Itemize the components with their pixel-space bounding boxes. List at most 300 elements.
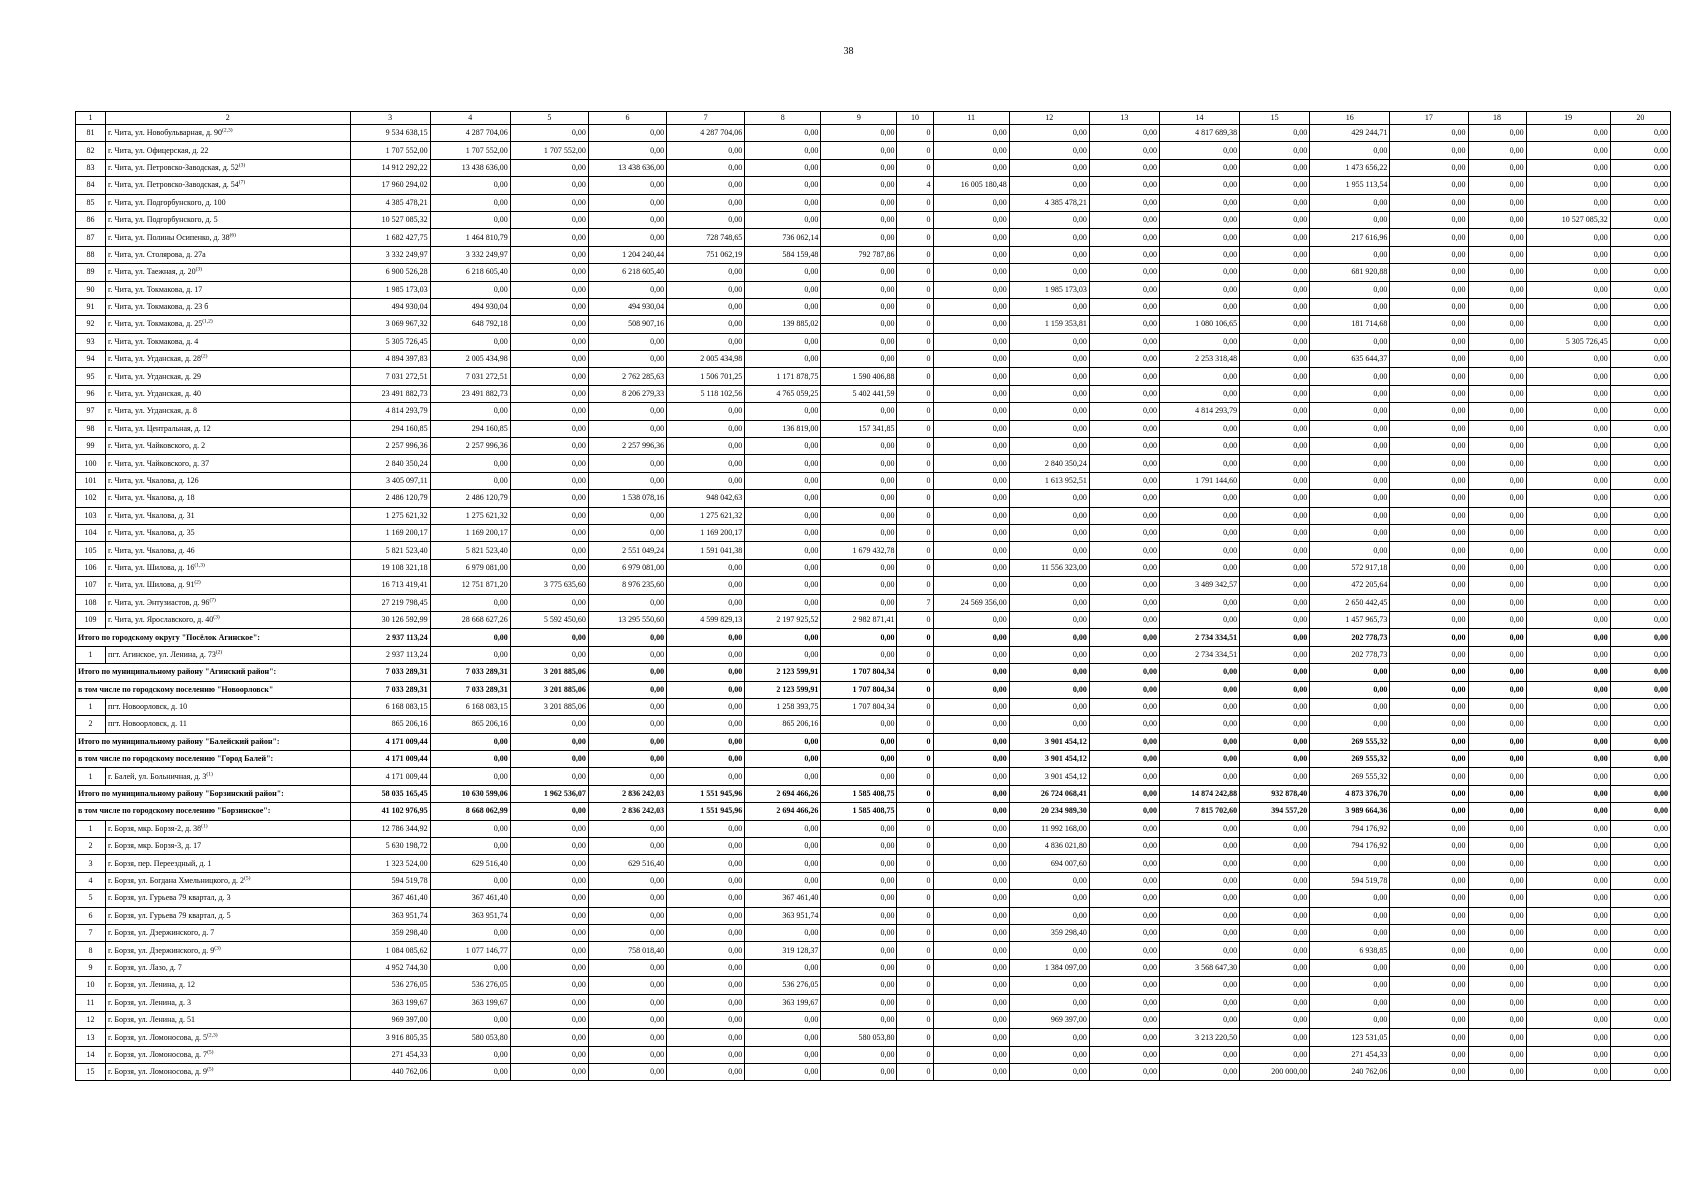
value-cell: 0,00: [1089, 994, 1159, 1011]
value-cell: 0,00: [588, 890, 666, 907]
value-cell: 0,00: [821, 438, 897, 455]
table-row: [76, 1064, 1671, 1081]
value-cell: 580 053,80: [821, 1029, 897, 1046]
value-cell: 0,00: [1468, 1046, 1526, 1063]
value-cell: 1 077 146,77: [430, 942, 510, 959]
value-cell: 0,00: [1159, 855, 1239, 872]
value-cell: 1 707 552,00: [430, 142, 510, 159]
value-cell: 0,00: [745, 1064, 821, 1081]
value-cell: 0: [897, 316, 933, 333]
value-cell: 0,00: [1390, 890, 1468, 907]
value-cell: 0,00: [1526, 733, 1610, 750]
value-cell: 0,00: [430, 629, 510, 646]
table-row: [76, 611, 1671, 628]
value-cell: 0,00: [1089, 229, 1159, 246]
value-cell: 363 951,74: [745, 907, 821, 924]
value-cell: 0,00: [588, 733, 666, 750]
value-cell: 0,00: [1390, 768, 1468, 785]
address-cell: [106, 959, 350, 976]
value-cell: 0,00: [1390, 751, 1468, 768]
value-cell: 0,00: [1310, 281, 1390, 298]
value-cell: 0,00: [510, 385, 588, 402]
value-cell: 0,00: [1089, 490, 1159, 507]
value-cell: 0,00: [1390, 368, 1468, 385]
table-row: [76, 559, 1671, 576]
value-cell: 0,00: [933, 159, 1009, 176]
value-cell: 0,00: [1089, 1029, 1159, 1046]
value-cell: 0,00: [1390, 611, 1468, 628]
value-cell: 0,00: [1526, 229, 1610, 246]
value-cell: 1 985 173,03: [350, 281, 430, 298]
value-cell: 0,00: [430, 733, 510, 750]
value-cell: 0,00: [1610, 246, 1670, 263]
value-cell: 2 257 996,36: [588, 438, 666, 455]
value-cell: 0: [897, 1011, 933, 1028]
value-cell: 0,00: [1526, 264, 1610, 281]
value-cell: 0,00: [745, 838, 821, 855]
value-cell: 0,00: [588, 194, 666, 211]
value-cell: 0,00: [1610, 403, 1670, 420]
row-number: 4: [76, 872, 106, 889]
address-cell: [106, 855, 350, 872]
value-cell: 0,00: [1009, 977, 1089, 994]
value-cell: 0,00: [510, 751, 588, 768]
value-cell: 2 734 334,51: [1159, 629, 1239, 646]
value-cell: 1 590 406,88: [821, 368, 897, 385]
value-cell: 6 900 526,28: [350, 264, 430, 281]
value-cell: 865 206,16: [430, 716, 510, 733]
table-row: [76, 472, 1671, 489]
value-cell: 0,00: [1009, 524, 1089, 541]
value-cell: 0,00: [1390, 1029, 1468, 1046]
address-cell: [106, 942, 350, 959]
value-cell: 0,00: [1089, 455, 1159, 472]
value-cell: 0,00: [510, 420, 588, 437]
value-cell: 19 108 321,18: [350, 559, 430, 576]
value-cell: 0,00: [1526, 994, 1610, 1011]
value-cell: 2 551 049,24: [588, 542, 666, 559]
value-cell: 14 874 242,88: [1159, 785, 1239, 802]
value-cell: 2 982 871,41: [821, 611, 897, 628]
value-cell: 0,00: [1468, 420, 1526, 437]
value-cell: 0,00: [1310, 438, 1390, 455]
value-cell: 0,00: [1390, 142, 1468, 159]
value-cell: 0: [897, 246, 933, 263]
value-cell: 1 275 621,32: [667, 507, 745, 524]
address-text: г. Чита, ул. Столярова, д. 27а: [108, 249, 206, 259]
value-cell: 0,00: [1089, 890, 1159, 907]
value-cell: 0,00: [1089, 125, 1159, 142]
value-cell: 0,00: [1159, 820, 1239, 837]
value-cell: 0,00: [1610, 490, 1670, 507]
value-cell: 0,00: [430, 959, 510, 976]
value-cell: 363 199,67: [430, 994, 510, 1011]
value-cell: 584 159,48: [745, 246, 821, 263]
row-number: 7: [76, 924, 106, 941]
value-cell: 0,00: [933, 403, 1009, 420]
value-cell: 0,00: [933, 907, 1009, 924]
address-cell: [106, 768, 350, 785]
table-row: [76, 403, 1671, 420]
value-cell: 0,00: [1089, 281, 1159, 298]
address-cell: [106, 229, 350, 246]
address-cell: [106, 1064, 350, 1081]
value-cell: 1 707 552,00: [510, 142, 588, 159]
value-cell: 0,00: [821, 820, 897, 837]
value-cell: 0,00: [510, 159, 588, 176]
value-cell: 0,00: [1310, 907, 1390, 924]
value-cell: 7 031 272,51: [350, 368, 430, 385]
value-cell: 0,00: [1390, 733, 1468, 750]
address-text: г. Чита, ул. Ярославского, д. 40: [108, 615, 214, 625]
value-cell: 0,00: [1390, 577, 1468, 594]
value-cell: 0,00: [821, 594, 897, 611]
value-cell: 0,00: [667, 942, 745, 959]
value-cell: 0,00: [588, 1011, 666, 1028]
value-cell: 0,00: [430, 838, 510, 855]
table-row: [76, 142, 1671, 159]
value-cell: 7 033 289,31: [350, 681, 430, 698]
value-cell: 0,00: [1089, 733, 1159, 750]
value-cell: 0,00: [1526, 611, 1610, 628]
value-cell: 0,00: [1390, 907, 1468, 924]
value-cell: 0,00: [1468, 820, 1526, 837]
value-cell: 1 464 810,79: [430, 229, 510, 246]
row-number: 8: [76, 942, 106, 959]
value-cell: 0,00: [1310, 298, 1390, 315]
value-cell: 0,00: [933, 924, 1009, 941]
value-cell: 0,00: [1089, 142, 1159, 159]
value-cell: 0,00: [510, 820, 588, 837]
value-cell: 5 305 726,45: [350, 333, 430, 350]
value-cell: 0,00: [1009, 942, 1089, 959]
value-cell: 13 438 636,00: [430, 159, 510, 176]
value-cell: 1 275 621,32: [430, 507, 510, 524]
value-cell: 0,00: [1159, 1011, 1239, 1028]
value-cell: 0,00: [1009, 403, 1089, 420]
value-cell: 0,00: [510, 524, 588, 541]
value-cell: 0,00: [1240, 385, 1310, 402]
address-cell: [106, 507, 350, 524]
value-cell: 0,00: [1009, 229, 1089, 246]
value-cell: 0,00: [1159, 924, 1239, 941]
value-cell: 2 253 318,48: [1159, 351, 1239, 368]
value-cell: 0,00: [1526, 803, 1610, 820]
value-cell: 0,00: [933, 977, 1009, 994]
value-cell: 0,00: [1159, 368, 1239, 385]
address-cell: [106, 281, 350, 298]
value-cell: 0,00: [1009, 438, 1089, 455]
value-cell: 3 405 097,11: [350, 472, 430, 489]
value-cell: 0,00: [510, 542, 588, 559]
value-cell: 2 762 285,63: [588, 368, 666, 385]
value-cell: 0,00: [1089, 1064, 1159, 1081]
value-cell: 0,00: [745, 490, 821, 507]
value-cell: 580 053,80: [430, 1029, 510, 1046]
value-cell: 0,00: [821, 490, 897, 507]
value-cell: 0,00: [588, 125, 666, 142]
value-cell: 0,00: [1089, 646, 1159, 663]
value-cell: 28 668 627,26: [430, 611, 510, 628]
value-cell: 0,00: [1009, 1046, 1089, 1063]
value-cell: 0,00: [1240, 125, 1310, 142]
value-cell: 0,00: [1310, 1011, 1390, 1028]
value-cell: 0,00: [1390, 524, 1468, 541]
address-text: г. Чита, ул. Петровско-Заводская, д. 54: [108, 180, 239, 190]
value-cell: 0,00: [1009, 611, 1089, 628]
value-cell: 3 489 342,57: [1159, 577, 1239, 594]
value-cell: 0,00: [1390, 211, 1468, 228]
address-text: г. Чита, ул. Полины Осипенко, д. 38: [108, 232, 230, 242]
value-cell: 4: [897, 177, 933, 194]
address-text: г. Чита, ул. Угданская, д. 29: [108, 371, 202, 381]
value-cell: 0,00: [933, 211, 1009, 228]
value-cell: 0,00: [1468, 316, 1526, 333]
value-cell: 0,00: [1089, 716, 1159, 733]
value-cell: 0,00: [821, 924, 897, 941]
footnote-marker: (2): [215, 649, 223, 656]
value-cell: 0,00: [821, 281, 897, 298]
value-cell: 0,00: [1468, 159, 1526, 176]
value-cell: 0,00: [745, 142, 821, 159]
address-cell: [106, 646, 350, 663]
value-cell: 0,00: [933, 751, 1009, 768]
value-cell: 0: [897, 664, 933, 681]
page-number: 38: [843, 46, 854, 57]
value-cell: 0,00: [667, 1064, 745, 1081]
value-cell: 0,00: [588, 142, 666, 159]
table-row: [76, 890, 1671, 907]
value-cell: 359 298,40: [350, 924, 430, 941]
value-cell: 0,00: [821, 403, 897, 420]
value-cell: 594 519,78: [350, 872, 430, 889]
value-cell: 635 644,37: [1310, 351, 1390, 368]
value-cell: 1 169 200,17: [430, 524, 510, 541]
value-cell: 0,00: [1089, 803, 1159, 820]
value-cell: 0,00: [1468, 472, 1526, 489]
footnote-marker: (5): [207, 1066, 214, 1073]
table-row: [76, 351, 1671, 368]
value-cell: 4 894 397,83: [350, 351, 430, 368]
value-cell: 0,00: [933, 681, 1009, 698]
value-cell: 0,00: [1240, 1011, 1310, 1028]
value-cell: 0,00: [510, 438, 588, 455]
table-row: [76, 872, 1671, 889]
address-cell: [106, 924, 350, 941]
value-cell: 13 295 550,60: [588, 611, 666, 628]
value-cell: 0,00: [667, 977, 745, 994]
value-cell: 0: [897, 1029, 933, 1046]
address-cell: [106, 594, 350, 611]
value-cell: 0,00: [510, 890, 588, 907]
value-cell: 0,00: [1468, 959, 1526, 976]
value-cell: 0,00: [933, 664, 1009, 681]
value-cell: 0,00: [1310, 664, 1390, 681]
value-cell: 1 985 173,03: [1009, 281, 1089, 298]
value-cell: 0: [897, 159, 933, 176]
value-cell: 0,00: [1526, 959, 1610, 976]
value-cell: 0,00: [1468, 768, 1526, 785]
value-cell: 1 258 393,75: [745, 698, 821, 715]
value-cell: 0,00: [821, 907, 897, 924]
value-cell: 0,00: [1526, 507, 1610, 524]
value-cell: 0,00: [745, 403, 821, 420]
value-cell: 0,00: [510, 125, 588, 142]
value-cell: 0,00: [1468, 1011, 1526, 1028]
value-cell: 0,00: [1610, 838, 1670, 855]
value-cell: 0,00: [1390, 316, 1468, 333]
value-cell: 0,00: [667, 1046, 745, 1063]
value-cell: 681 920,88: [1310, 264, 1390, 281]
value-cell: 3 901 454,12: [1009, 768, 1089, 785]
address-text: г. Чита, ул. Токмакова, д. 4: [108, 336, 199, 346]
value-cell: 0,00: [1610, 959, 1670, 976]
value-cell: 3 213 220,50: [1159, 1029, 1239, 1046]
value-cell: 0,00: [1610, 785, 1670, 802]
value-cell: 0,00: [1610, 907, 1670, 924]
value-cell: 0: [897, 142, 933, 159]
value-cell: 0,00: [430, 403, 510, 420]
value-cell: 969 397,00: [1009, 1011, 1089, 1028]
subtotal-label: Итого по муниципальному району "Агинский район":: [76, 664, 351, 681]
column-header: 1: [76, 112, 106, 125]
value-cell: 0,00: [933, 942, 1009, 959]
value-cell: 0,00: [1526, 890, 1610, 907]
value-cell: 0,00: [667, 664, 745, 681]
value-cell: 0: [897, 890, 933, 907]
value-cell: 0,00: [1089, 316, 1159, 333]
value-cell: 0,00: [933, 559, 1009, 576]
value-cell: 536 276,05: [745, 977, 821, 994]
value-cell: 0,00: [1240, 351, 1310, 368]
row-number: 92: [76, 316, 106, 333]
footnote-marker: (1): [206, 770, 213, 777]
value-cell: 2 123 599,91: [745, 664, 821, 681]
value-cell: 0,00: [1009, 629, 1089, 646]
value-cell: 200 000,00: [1240, 1064, 1310, 1081]
value-cell: 0,00: [1610, 368, 1670, 385]
value-cell: 0,00: [1159, 142, 1239, 159]
value-cell: 0,00: [1240, 872, 1310, 889]
value-cell: 0,00: [1526, 872, 1610, 889]
value-cell: 7 033 289,31: [430, 664, 510, 681]
value-cell: 0,00: [933, 959, 1009, 976]
value-cell: 494 930,04: [350, 298, 430, 315]
address-cell: [106, 403, 350, 420]
value-cell: 0,00: [1310, 994, 1390, 1011]
value-cell: 1 169 200,17: [350, 524, 430, 541]
table-row: [76, 1029, 1671, 1046]
address-text: г. Борзя, ул. Лазо, д. 7: [108, 962, 182, 972]
value-cell: 0,00: [1526, 559, 1610, 576]
value-cell: 0,00: [667, 298, 745, 315]
address-cell: [106, 872, 350, 889]
value-cell: 359 298,40: [1009, 924, 1089, 941]
value-cell: 0,00: [745, 194, 821, 211]
value-cell: 0,00: [745, 351, 821, 368]
row-number: 101: [76, 472, 106, 489]
value-cell: 0: [897, 994, 933, 1011]
value-cell: 0,00: [821, 229, 897, 246]
value-cell: 17 960 294,02: [350, 177, 430, 194]
footnote-marker: (2,3): [222, 127, 233, 134]
value-cell: 0: [897, 716, 933, 733]
value-cell: 0,00: [821, 142, 897, 159]
value-cell: 2 486 120,79: [350, 490, 430, 507]
address-text: г. Борзя, ул. Дзержинского, д. 7: [108, 928, 215, 938]
value-cell: 0,00: [1468, 490, 1526, 507]
value-cell: 0,00: [667, 838, 745, 855]
value-cell: 0,00: [821, 855, 897, 872]
value-cell: 0,00: [1468, 281, 1526, 298]
row-number: 96: [76, 385, 106, 402]
value-cell: 0,00: [667, 751, 745, 768]
table-row: [76, 125, 1671, 142]
value-cell: 0,00: [1468, 785, 1526, 802]
value-cell: 0: [897, 438, 933, 455]
value-cell: 0,00: [1468, 438, 1526, 455]
value-cell: 363 199,67: [745, 994, 821, 1011]
address-text: г. Чита, ул. Энтузиастов, д. 96: [108, 597, 210, 607]
address-cell: [106, 542, 350, 559]
value-cell: 0: [897, 942, 933, 959]
table-row: [76, 924, 1671, 941]
value-cell: 0,00: [1310, 403, 1390, 420]
value-cell: 0,00: [1310, 194, 1390, 211]
value-cell: 0,00: [510, 646, 588, 663]
value-cell: 0,00: [667, 577, 745, 594]
value-cell: 0,00: [1240, 994, 1310, 1011]
footnote-marker: (7): [209, 597, 216, 604]
address-cell: [106, 559, 350, 576]
value-cell: 0,00: [1468, 524, 1526, 541]
value-cell: 0,00: [667, 211, 745, 228]
value-cell: 0,00: [1610, 681, 1670, 698]
value-cell: 0,00: [1159, 298, 1239, 315]
value-cell: 536 276,05: [430, 977, 510, 994]
address-text: г. Борзя, пер. Переездный, д. 1: [108, 858, 212, 868]
value-cell: 0,00: [745, 872, 821, 889]
value-cell: 0,00: [1390, 959, 1468, 976]
row-number: 1: [76, 698, 106, 715]
value-cell: 0,00: [1240, 420, 1310, 437]
value-cell: 0,00: [1159, 159, 1239, 176]
value-cell: 0,00: [933, 733, 1009, 750]
footnote-marker: (3): [195, 266, 203, 273]
address-text: г. Чита, ул. Чкалова, д. 31: [108, 510, 195, 520]
value-cell: 0,00: [933, 716, 1009, 733]
value-cell: 0,00: [1089, 855, 1159, 872]
value-cell: 0,00: [1468, 977, 1526, 994]
table-row: [76, 1046, 1671, 1063]
value-cell: 0,00: [510, 507, 588, 524]
value-cell: 0,00: [510, 229, 588, 246]
value-cell: 0,00: [933, 420, 1009, 437]
value-cell: 0,00: [667, 768, 745, 785]
value-cell: 2 734 334,51: [1159, 646, 1239, 663]
address-cell: [106, 455, 350, 472]
value-cell: 0,00: [1390, 872, 1468, 889]
value-cell: 536 276,05: [350, 977, 430, 994]
value-cell: 269 555,32: [1310, 751, 1390, 768]
value-cell: 0,00: [933, 646, 1009, 663]
value-cell: 0,00: [745, 333, 821, 350]
value-cell: 0,00: [1089, 472, 1159, 489]
address-cell: [106, 1029, 350, 1046]
value-cell: 41 102 976,95: [350, 803, 430, 820]
address-text: г. Чита, ул. Токмакова, д. 17: [108, 284, 203, 294]
value-cell: 0,00: [821, 159, 897, 176]
